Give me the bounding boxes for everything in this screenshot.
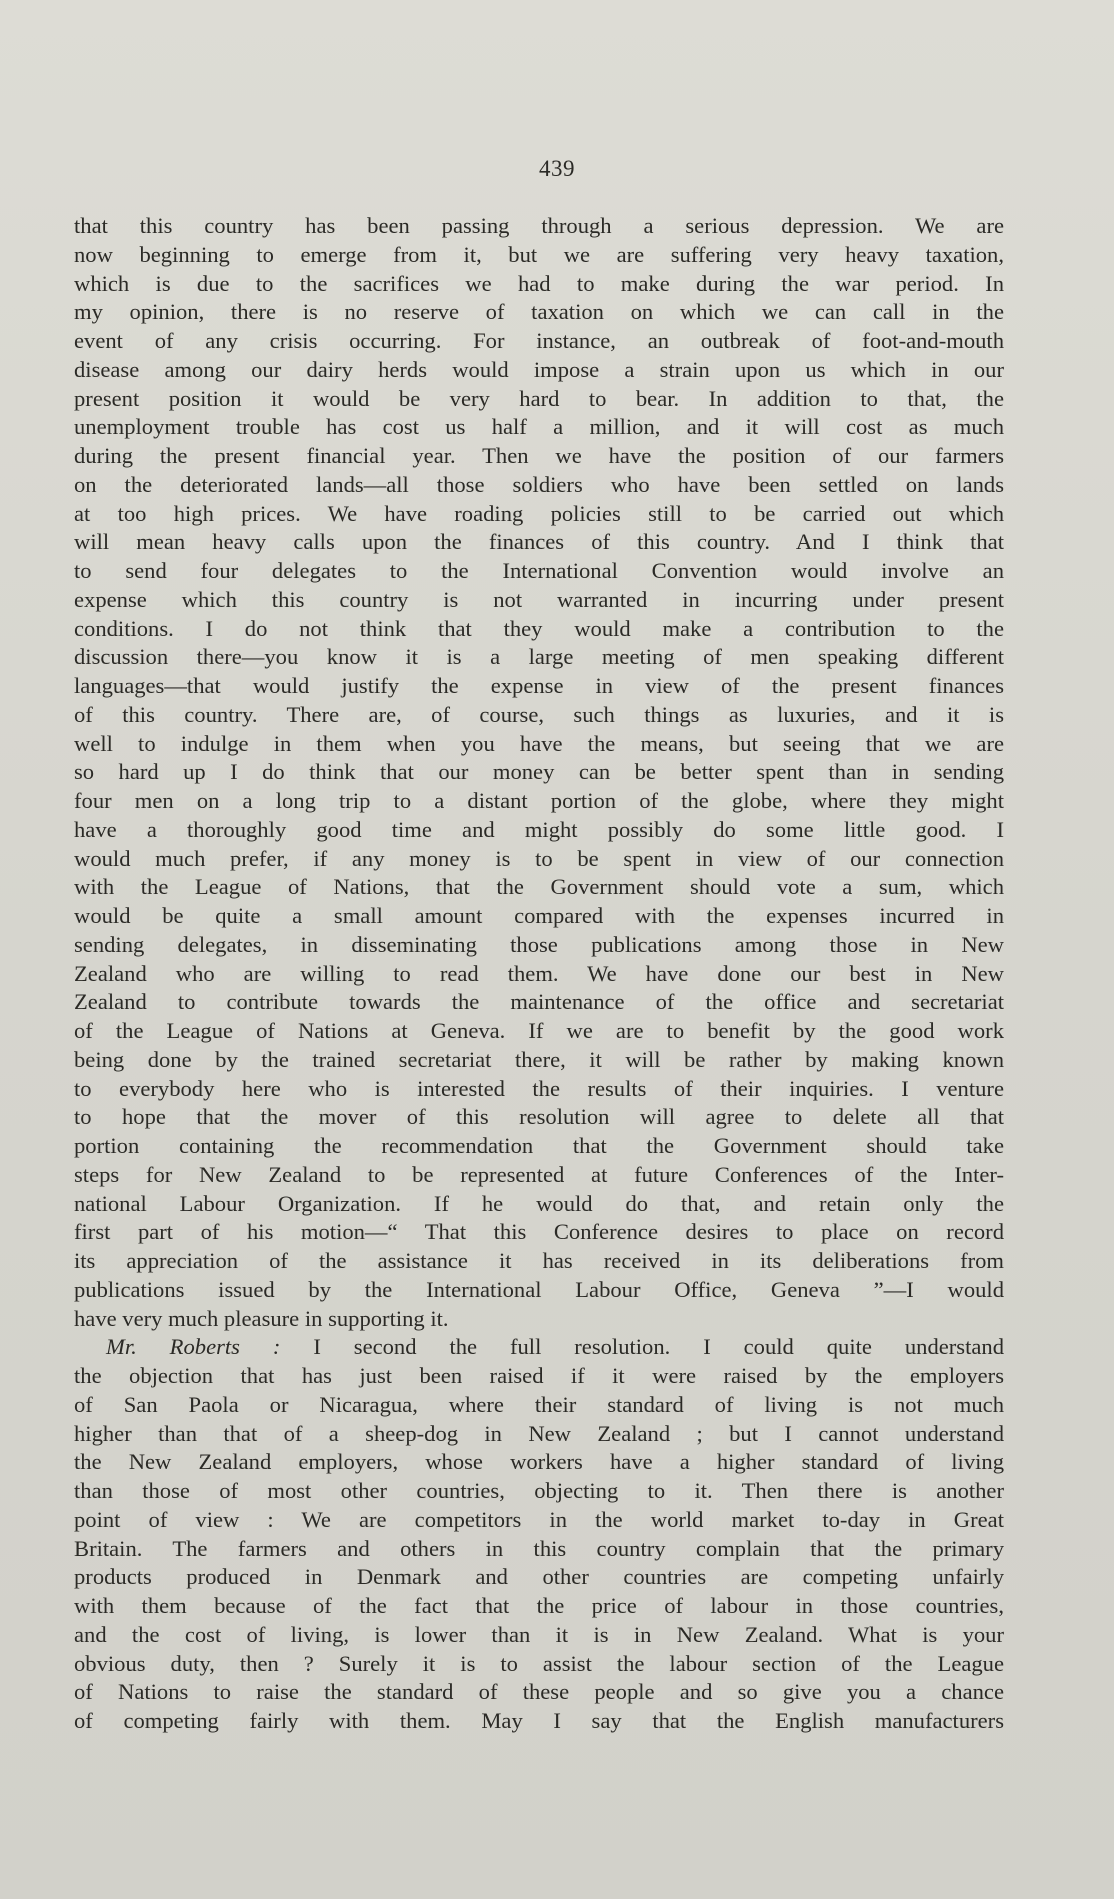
text-line: Zealand to contribute towards the maintenance of the office and secretariat xyxy=(74,989,1004,1015)
text-line: products produced in Denmark and other countries are competing unfairly xyxy=(74,1564,1004,1590)
text-line: on the deteriorated lands—all those soldiers who have been settled on lands xyxy=(74,471,1004,497)
speaker-name: Mr. Roberts : xyxy=(106,1334,281,1360)
text-line: present position it would be very hard to bear. In addition to that, the xyxy=(74,385,1004,411)
text-line: with them because of the fact that the price of labour in those countries, xyxy=(74,1593,1004,1618)
text-line: of San Paola or Nicaragua, where their standard of living is not much xyxy=(74,1391,1004,1417)
text-line: which is due to the sacrifices we had to make during the war period. In xyxy=(74,270,1004,296)
text-line: first part of his motion—“ That this Conference desires to place on record xyxy=(74,1219,1004,1245)
text-line: publications issued by the International Labour Office, Geneva ”—I would xyxy=(74,1276,1004,1302)
text-line: to everybody here who is interested the results of their inquiries. I venture xyxy=(74,1075,1004,1101)
text-line: of the League of Nations at Geneva. If we are to benefit by the good work xyxy=(74,1018,1004,1043)
text-line: conditions. I do not think that they would make a contribution to the xyxy=(74,615,1004,641)
text-line: during the present financial year. Then we have the position of our farmers xyxy=(74,443,1004,468)
paragraph-two xyxy=(74,1333,1004,1736)
paragraph-one xyxy=(74,212,1004,1333)
text-line: obvious duty, then ? Surely it is to assist the labour section of the League xyxy=(74,1650,1004,1676)
text-line: sending delegates, in disseminating those publications among those in New xyxy=(74,931,1004,957)
text-line: point of view : We are competitors in the world market to-day in Great xyxy=(74,1506,1004,1532)
text-line: Zealand who are willing to read them. We have done our best in New xyxy=(74,960,1004,986)
text-line: my opinion, there is no reserve of taxation on which we can call in the xyxy=(74,299,1004,325)
text-line: to hope that the mover of this resolution will agree to delete all that xyxy=(74,1104,1004,1130)
text-line: than those of most other countries, objecting to it. Then there is another xyxy=(74,1478,1004,1503)
text-line: steps for New Zealand to be represented at future Conferences of the Inter- xyxy=(74,1161,1004,1187)
text-line: the objection that has just been raised if it were raised by the employers xyxy=(74,1363,1004,1388)
text-line: with the League of Nations, that the Government should vote a sum, which xyxy=(74,874,1004,900)
text-line: so hard up I do think that our money can be better spent than in sending xyxy=(74,759,1004,785)
text-line: now beginning to emerge from it, but we are suffering very heavy taxation, xyxy=(74,241,1004,267)
text-line: of this country. There are, of course, such things as luxuries, and it is xyxy=(74,701,1004,727)
text-line: well to indulge in them when you have the means, but seeing that we are xyxy=(74,730,1004,756)
text-line: being done by the trained secretariat there, it will be rather by making known xyxy=(74,1046,1004,1072)
text-line: unemployment trouble has cost us half a million, and it will cost as much xyxy=(74,414,1004,440)
text-line: the New Zealand employers, whose workers have a higher standard of living xyxy=(74,1449,1004,1475)
text-line: portion containing the recommendation that the Government should take xyxy=(74,1133,1004,1158)
text-line: four men on a long trip to a distant portion of the globe, where they might xyxy=(74,788,1004,813)
text-line: of competing fairly with them. May I say that the English manufacturers xyxy=(74,1708,1004,1733)
text-line: disease among our dairy herds would impose a strain upon us which in our xyxy=(74,356,1004,382)
text-line: discussion there—you know it is a large meeting of men speaking different xyxy=(74,644,1004,670)
text-line: have a thoroughly good time and might possibly do some little good. I xyxy=(74,816,1004,842)
text-line: at too high prices. We have roading policies still to be carried out which xyxy=(74,500,1004,526)
speech-text: I second the full resolution. I could quite understand xyxy=(280,1334,1004,1360)
text-line: would be quite a small amount compared with the expenses incurred in xyxy=(74,903,1004,928)
page-body xyxy=(74,212,1004,1736)
text-line: event of any crisis occurring. For instance, an outbreak of foot-and-mouth xyxy=(74,328,1004,353)
text-line: national Labour Organization. If he would do that, and retain only the xyxy=(74,1190,1004,1216)
text-line: that this country has been passing through a serious depression. We are xyxy=(74,213,1004,238)
text-line: higher than that of a sheep-dog in New Zealand ; but I cannot understand xyxy=(74,1420,1004,1446)
text-line: Britain. The farmers and others in this country complain that the primary xyxy=(74,1535,1004,1561)
text-line: expense which this country is not warranted in incurring under present xyxy=(74,586,1004,612)
page-number: 439 xyxy=(539,156,575,181)
text-line: to send four delegates to the International Convention would involve an xyxy=(74,558,1004,583)
text-line: of Nations to raise the standard of these people and so give you a chance xyxy=(74,1679,1004,1705)
text-line: have very much pleasure in supporting it. xyxy=(74,1305,449,1331)
text-line: languages—that would justify the expense in view of the present finances xyxy=(74,673,1004,698)
text-line: will mean heavy calls upon the finances of this country. And I think that xyxy=(74,529,1004,555)
text-line: its appreciation of the assistance it has received in its deliberations from xyxy=(74,1248,1004,1273)
text-line xyxy=(74,1333,1004,1362)
text-line: and the cost of living, is lower than it is in New Zealand. What is your xyxy=(74,1621,1004,1647)
text-line: would much prefer, if any money is to be spent in view of our connection xyxy=(74,845,1004,871)
